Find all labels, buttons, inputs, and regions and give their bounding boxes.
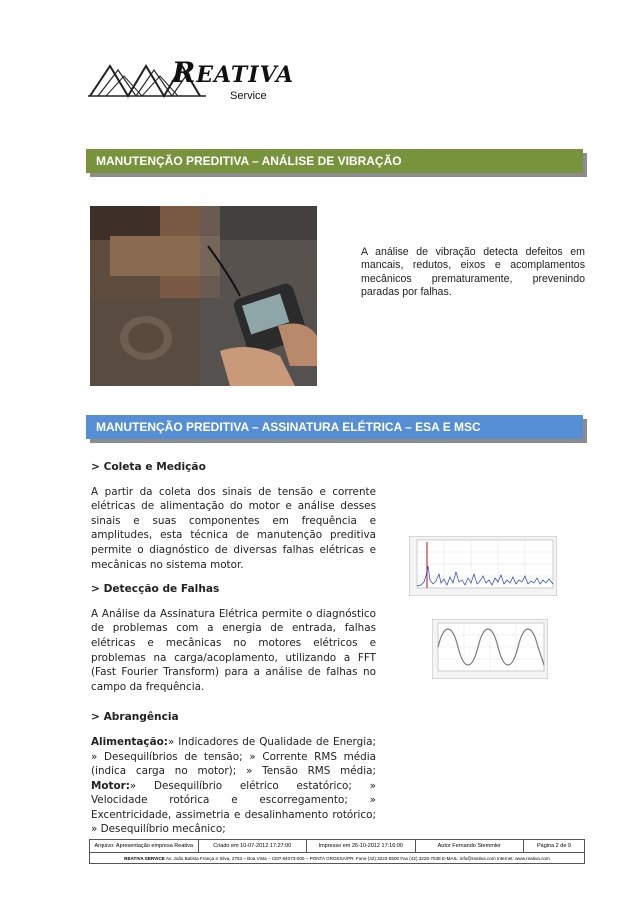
footer-arquivo: Arquivo: Apresentação empresa Reativa: [90, 840, 199, 852]
footer-impresso: Impresso em 26-10-2012 17:16:00: [307, 840, 416, 852]
abrangencia-heading: > Abrangência: [91, 711, 179, 724]
footer-autor: Autor Fernando Stemmler: [416, 840, 525, 852]
electrical-content: [91, 460, 376, 837]
coleta-paragraph: A partir da coleta dos sinais de tensão e corrente elétricas de alimentação do motor e análise desses sinais e suas componentes em frequência e amplitudes, esta técnica de manutenção preditiva permite o diagnóstico de diversas falhas elétricas e mecânicas no sistema motor.: [91, 485, 376, 571]
coleta-heading: > Coleta e Medição: [91, 461, 206, 473]
logo-brand: REATIVA: [172, 56, 295, 89]
vibration-description: A análise de vibração detecta defeitos em mancais, redutos, eixos e acomplamentos mecânicos prematuramente, prevenindo paradas por falhas.: [361, 246, 585, 299]
alimentacao-text: » Indicadores de Qualidade de Energia; » Desequilíbrios de tensão; » Corrente RMS média (indica carga no motor); » Tensão RMS média;: [91, 735, 376, 778]
reativa-logo: [88, 52, 295, 112]
waveform-chart-image: [432, 619, 548, 679]
footer-meta-row: [90, 840, 584, 853]
vibration-analysis-photo: [90, 206, 317, 386]
alimentacao-label: Alimentação:: [91, 735, 168, 748]
footer-criado: Criado em 10-07-2012 17:27:00: [199, 840, 308, 852]
footer-address-row: [90, 853, 584, 864]
deteccao-heading: > Detecção de Falhas: [91, 583, 220, 596]
page-footer: [89, 839, 585, 864]
electrical-section-header: MANUTENÇÃO PREDITIVA – ASSINATURA ELÉTRICA – ESA E MSC: [86, 415, 583, 439]
logo-subtitle: Service: [230, 90, 267, 102]
spectrum-chart-image: [409, 536, 557, 596]
footer-pagina: Página 2 de 9: [537, 843, 571, 849]
motor-text: » Desequilíbrio elétrico estatórico; » Velocidade rotórica e escorregamento; » Excentricidade, assimetria e desalinhamento rotórico; » Desequilíbrio mecânico;: [91, 779, 376, 836]
vibration-section-header: MANUTENÇÃO PREDITIVA – ANÁLISE DE VIBRAÇÃO: [86, 149, 583, 173]
motor-label: Motor:: [91, 779, 130, 792]
footer-company: REATIVA SERVICE: [124, 856, 165, 861]
abrangencia-paragraph: [91, 735, 376, 837]
footer-address: Av. João Batista França e Silva, 2753 – Boa Vista – CEP 84073-000 – PONTA GROSSA/PR. Fone (42) 3223-5500 Fax (42) 3225-7538 E-MAIL: info@reativa.com Internet: www.reativa.com: [165, 856, 550, 861]
deteccao-paragraph: A Análise da Assinatura Elétrica permite o diagnóstico de problemas com a energia de entrada, falhas elétricas e mecânicas no motores elétricos e problemas na carga/acoplamento, utilizando a FFT (Fast Fourier Transform) para a análise de falhas no campo da frequência.: [91, 607, 376, 693]
